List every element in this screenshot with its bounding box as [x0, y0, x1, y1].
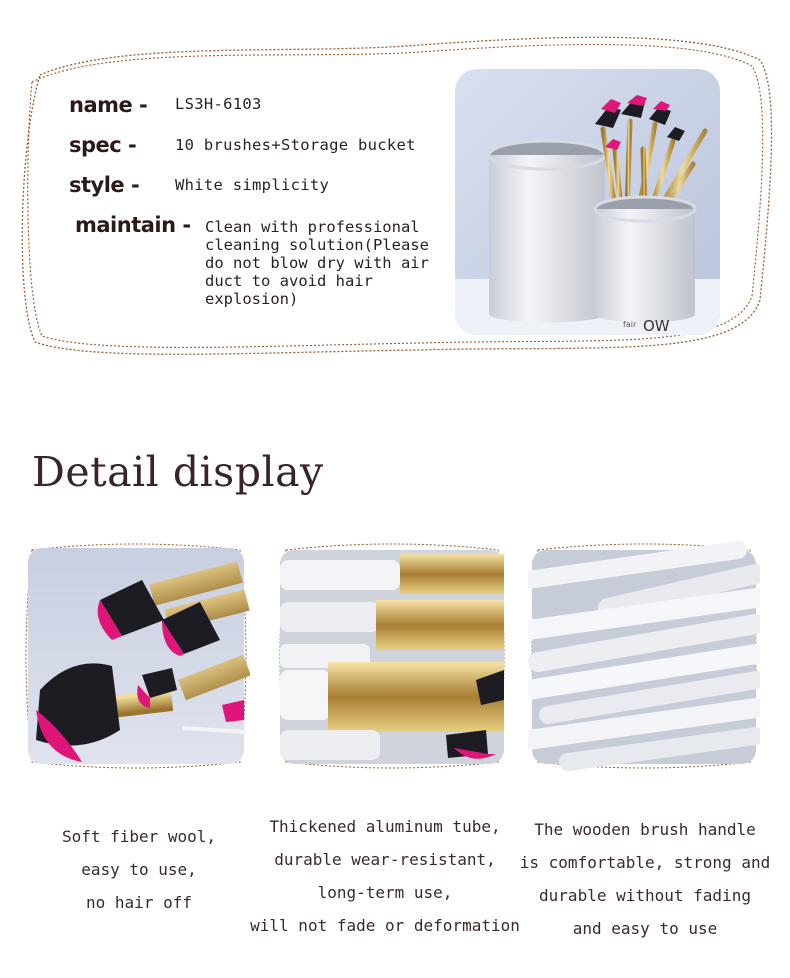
case-text: OW: [643, 317, 670, 335]
caption-line: long-term use,: [317, 883, 453, 902]
caption-line: Thickened aluminum tube,: [269, 817, 501, 836]
caption-line: easy to use,: [81, 860, 197, 879]
detail-thumb-3: [528, 540, 760, 772]
product-photo: [455, 69, 720, 335]
caption-line: The wooden brush handle: [534, 820, 756, 839]
caption-line: will not fade or deformation: [250, 916, 520, 935]
detail-caption-1: [39, 820, 239, 919]
spec-value: 10 brushes+Storage bucket: [175, 136, 416, 154]
spec-label: spec -: [69, 133, 137, 157]
caption-line: is comfortable, strong and: [519, 853, 771, 872]
detail-thumb-1: [22, 540, 250, 772]
style-label: style -: [69, 173, 140, 197]
case-subtext: fair: [623, 320, 637, 329]
detail-thumb-2: [276, 540, 508, 772]
detail-caption-3: [510, 813, 780, 945]
name-label: name -: [69, 93, 148, 117]
style-value: White simplicity: [175, 176, 330, 194]
maintain-label: maintain -: [75, 213, 191, 237]
name-value: LS3H-6103: [175, 95, 262, 113]
caption-line: no hair off: [86, 893, 192, 912]
caption-line: durable without fading: [539, 886, 751, 905]
caption-line: Soft fiber wool,: [61, 827, 217, 846]
caption-line: durable wear-resistant,: [274, 850, 496, 869]
detail-caption-2: [240, 810, 530, 942]
maintain-value: Clean with professional cleaning solution(Please do not blow dry with air duct to avoid hair explosion): [205, 218, 429, 308]
section-title: Detail display: [32, 448, 324, 496]
caption-line: and easy to use: [572, 919, 718, 938]
